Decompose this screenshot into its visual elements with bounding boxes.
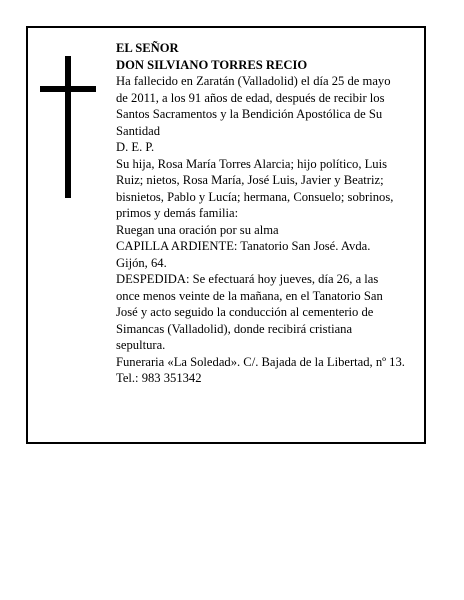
text-line: de 2011, a los 91 años de edad, después de recibir los xyxy=(116,90,385,105)
text-line: CAPILLA ARDIENTE: Tanatorio San José. Avda. xyxy=(116,239,371,253)
text-line: Funeraria «La Soledad». C/. Bajada de la Libertad, nº 13. xyxy=(116,354,405,369)
obituary-text xyxy=(116,40,428,387)
text-line: once menos veinte de la mañana, en el Tanatorio San xyxy=(116,288,383,303)
text-line: sepultura. xyxy=(116,338,166,352)
text-line: Simancas (Valladolid), donde recibirá cristiana xyxy=(116,321,353,336)
text-line: Santidad xyxy=(116,123,161,138)
text-line: José y acto seguido la conducción al cementerio de xyxy=(116,305,374,319)
text-line: DESPEDIDA: Se efectuará hoy jueves, día 26, a las xyxy=(116,272,379,286)
text-line: Ha fallecido en Zaratán (Valladolid) el día 25 de mayo xyxy=(116,74,391,88)
text-line: Tel.: 983 351342 xyxy=(116,371,202,385)
text-line: Gijón, 64. xyxy=(116,255,167,270)
cross-icon xyxy=(40,56,96,198)
obituary-title: EL SEÑOR xyxy=(116,41,179,55)
text-line: bisnietos, Pablo y Lucía; hermana, Consuelo; sobrinos, xyxy=(116,189,394,204)
text-line: Ruiz; nietos, Rosa María, José Luis, Javier y Beatriz; xyxy=(116,173,384,187)
text-line: Santos Sacramentos y la Bendición Apostólica de Su xyxy=(116,107,383,121)
deceased-name: DON SILVIANO TORRES RECIO xyxy=(116,57,308,72)
obituary-frame xyxy=(26,26,426,444)
text-line: Su hija, Rosa María Torres Alarcia; hijo político, Luis xyxy=(116,156,388,171)
cross-vertical-bar xyxy=(65,56,71,198)
cross-horizontal-bar xyxy=(40,86,96,92)
text-line: Ruegan una oración por su alma xyxy=(116,222,279,237)
text-line: primos y demás familia: xyxy=(116,206,239,220)
text-line: D. E. P. xyxy=(116,140,155,154)
